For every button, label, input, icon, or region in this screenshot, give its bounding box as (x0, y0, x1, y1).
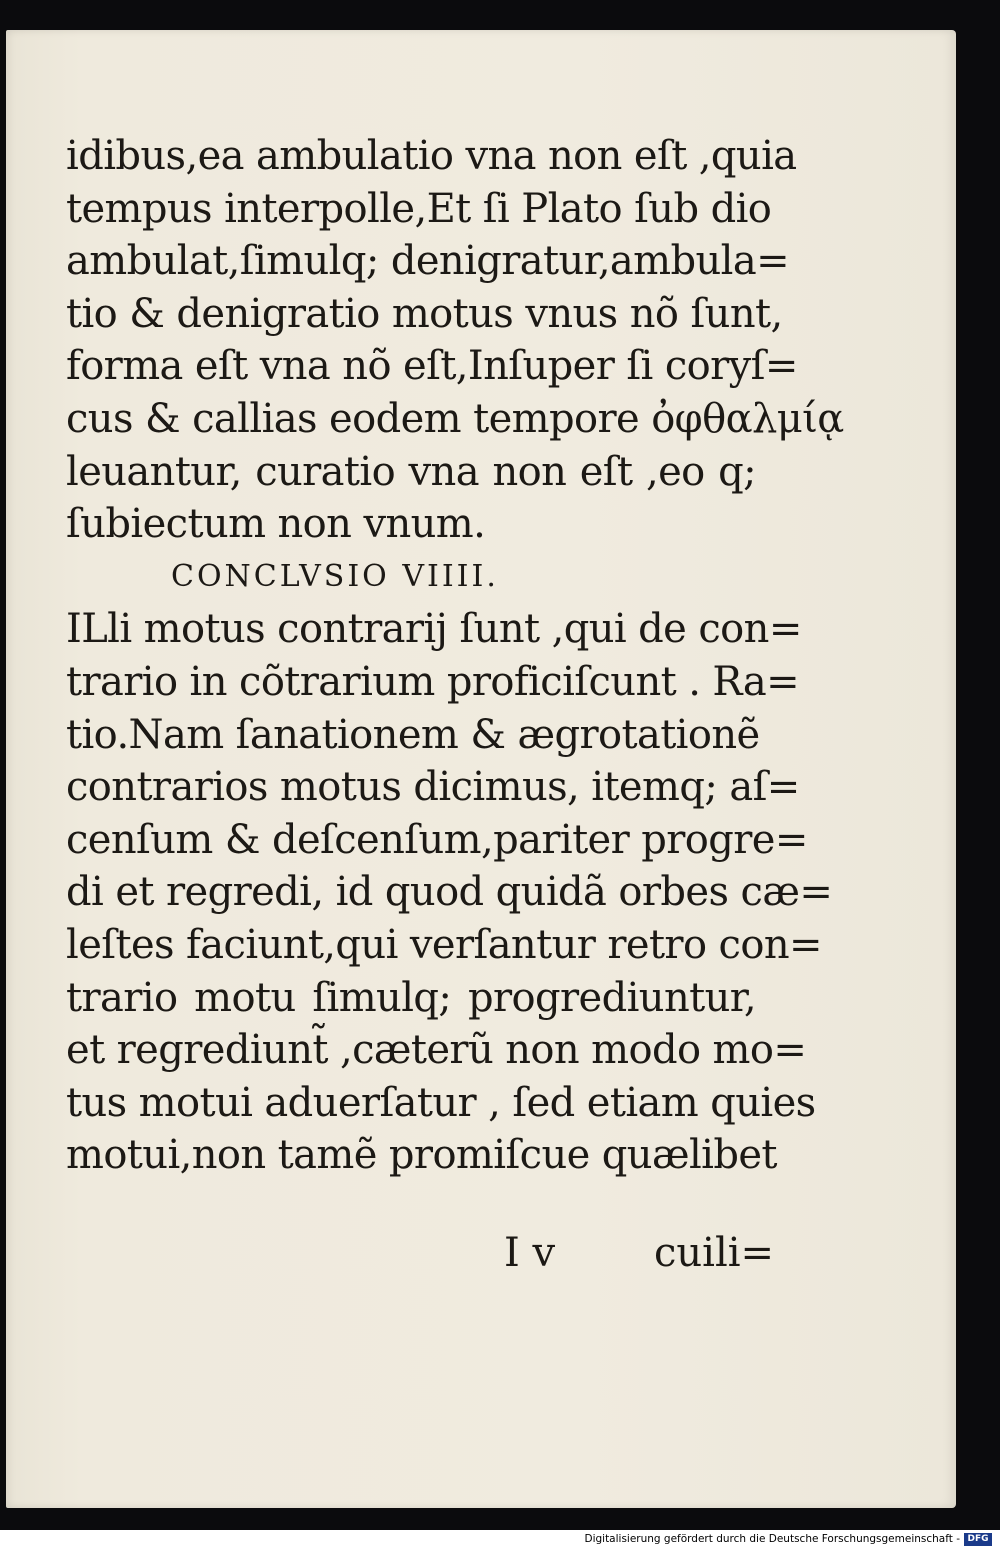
text-line: tio.Nam ſanationem & ægrotationẽ (66, 711, 760, 758)
text-line: forma eſt vna nõ eſt,Inſuper ſi coryſ= (66, 343, 798, 390)
text-line: contrarios motus dicimus, itemq; aſ= (66, 764, 800, 811)
text-line: tempus interpolle,Et ſi Plato ſub dio (66, 185, 772, 232)
text-block (66, 130, 844, 1182)
text-line: cus & callias eodem tempore ὀφθαλμίᾳ (66, 395, 844, 442)
text-line: trario in cõtrarium proficiſcunt . Ra= (66, 658, 800, 705)
text-line: trario motu ſimulq; progrediuntur, (66, 974, 756, 1021)
text-line: ſubiectum non vnum. (66, 501, 486, 548)
book-page (6, 30, 956, 1508)
text-line: ILli motus contrarij ſunt ,qui de con= (66, 606, 802, 653)
text-line: tus motui aduerſatur , ſed etiam quies (66, 1079, 816, 1126)
catchword: cuili= (654, 1230, 775, 1276)
text-line: idibus,ea ambulatio vna non eſt ,quia (66, 133, 797, 179)
funding-credit: Digitalisierung gefördert durch die Deutsche Forschungsgemeinschaft - (584, 1533, 960, 1545)
text-line: cenſum & deſcenſum,pariter progre= (66, 816, 808, 863)
dfg-logo: DFG (964, 1533, 992, 1546)
text-line: tio & denigratio motus vnus nõ ſunt, (66, 290, 783, 337)
text-line: et regrediunt̃ ,cæterũ non modo mo= (66, 1027, 807, 1074)
text-line: leuantur, curatio vna non eſt ,eo q; (66, 448, 756, 495)
signature-mark: I v (504, 1230, 556, 1276)
footer (0, 1530, 1000, 1550)
text-line: leſtes faciunt,qui verſantur retro con= (66, 921, 822, 968)
text-line: motui,non tamẽ promiſcue quælibet (66, 1132, 777, 1179)
text-line: di et regredi, id quod quidã orbes cæ= (66, 869, 833, 916)
section-heading: CONCLVSIO VIIII. (171, 558, 499, 594)
text-line: ambulat,ſimulq; denigratur,ambula= (66, 238, 790, 285)
